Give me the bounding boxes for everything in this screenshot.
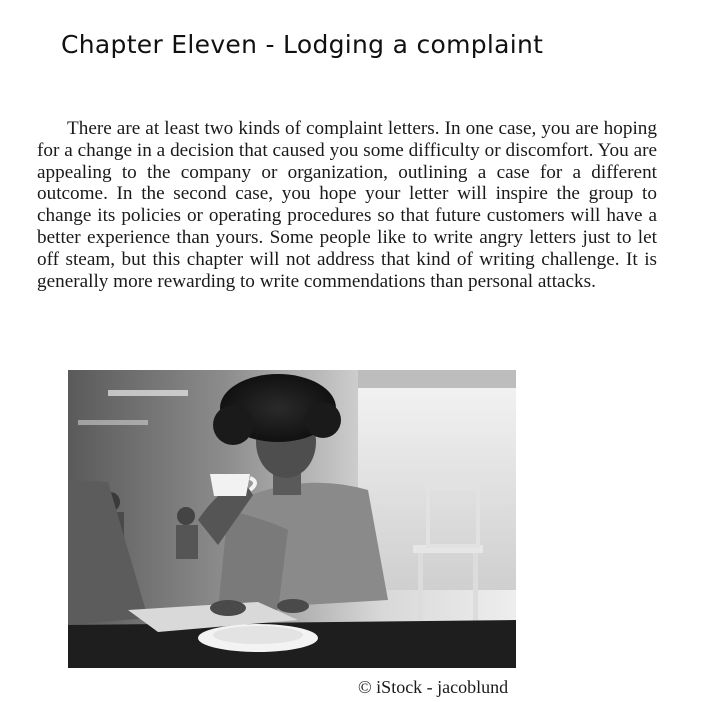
chapter-title: Chapter Eleven - Lodging a complaint <box>61 30 544 59</box>
photo-credit: © iStock - jacoblund <box>358 677 509 697</box>
cafe-woman-laptop-photo <box>68 370 516 668</box>
body-paragraph: There are at least two kinds of complaint letters. In one case, you are hoping for a change in a decision that caused you some difficulty or discomfort. You are appealing to the company or organization, outlining a case for a different outcome. In the second case, you hope your letter will inspire the group to change its policies or operating procedures so that future customers will have a better experience than yours. Some people like to write angry letters just to let off steam, but this chapter will not address that kind of writing challenge. It is generally more rewarding to write commendations than personal attacks. <box>37 118 657 292</box>
